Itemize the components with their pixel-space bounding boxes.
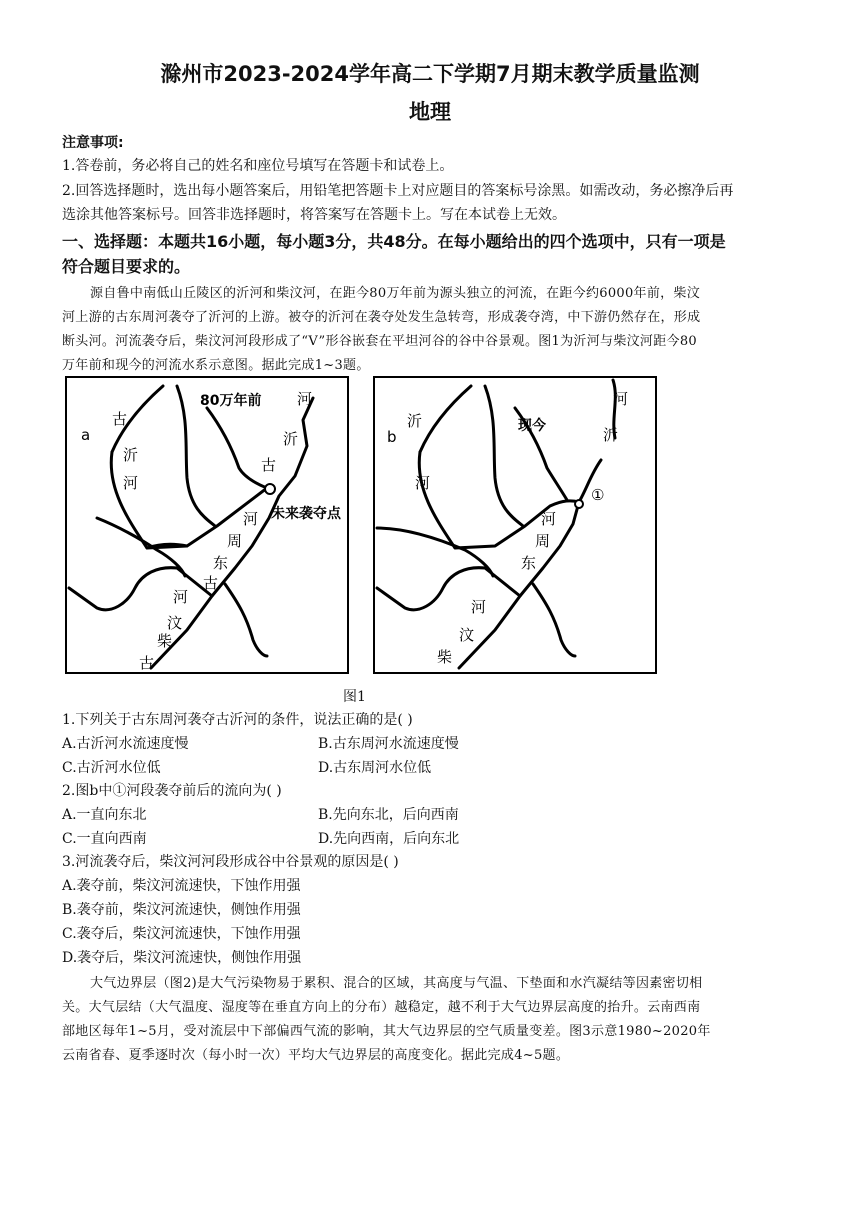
river-map-b xyxy=(373,376,657,674)
map-letter: b xyxy=(387,428,397,446)
passage-line: 源自鲁中南低山丘陵区的沂河和柴汶河，在距今80万年前为源头独立的河流，在距今约6000年前，柴汶 xyxy=(90,286,701,301)
river-char: 河 xyxy=(541,510,557,528)
river-char: 河 xyxy=(243,510,259,528)
passage-line: 大气边界层（图2)是大气污染物易于累积、混合的区域，其高度与气温、下垫面和水汽凝结等因素密切相 xyxy=(90,976,703,991)
passage-line: 部地区每年1~5月，受对流层中下部偏西气流的影响，其大气边界层的空气质量变差。图3示意1980~2020年 xyxy=(62,1024,711,1039)
river-char: 古 xyxy=(112,410,128,428)
river-char: 柴 xyxy=(157,632,173,650)
future-capture-label: 未来袭夺点 xyxy=(271,506,341,522)
option-c: C.袭夺后，柴汶河流速快，下蚀作用强 xyxy=(62,926,301,942)
passage-line: 断头河。河流袭夺后，柴汶河河段形成了“V”形谷嵌套在平坦河谷的谷中谷景观。图1为沂河与柴汶河距今80 xyxy=(62,334,697,349)
river-char: 河 xyxy=(415,474,431,492)
option-d: D.先向西南，后向东北 xyxy=(318,831,460,847)
river-char: 古 xyxy=(203,574,219,592)
option-b: B.袭夺前，柴汶河流速快，侧蚀作用强 xyxy=(62,902,301,918)
river-char: 古 xyxy=(139,654,155,672)
river-char: 河 xyxy=(123,474,139,492)
capture-point-marker xyxy=(265,484,275,494)
period-label: 80万年前 xyxy=(200,393,262,409)
map-letter: a xyxy=(81,426,91,444)
section-heading: 一、选择题：本题共16小题，每小题3分，共48分。在每小题给出的四个选项中，只有一项是 xyxy=(62,232,726,251)
question-stem: 1.下列关于古东周河袭夺古沂河的条件，说法正确的是( ) xyxy=(62,712,413,728)
notice-heading: 注意事项: xyxy=(62,135,124,151)
river-char: 沂 xyxy=(603,426,619,444)
river-map-a xyxy=(65,376,349,674)
river-char: 河 xyxy=(297,390,313,408)
subject-title: 地理 xyxy=(409,100,451,124)
river-char: 东 xyxy=(213,554,229,572)
river-char: 沂 xyxy=(123,446,139,464)
notice-item: 2.回答选择题时，选出每小题答案后，用铅笔把答题卡上对应题目的答案标号涂黑。如需改动，务必擦净后再 xyxy=(62,183,734,199)
river-char: 河 xyxy=(173,588,189,606)
passage-line: 云南省春、夏季逐时次（每小时一次）平均大气边界层的高度变化。据此完成4~5题。 xyxy=(62,1048,570,1063)
option-b: B.先向东北，后向西南 xyxy=(318,807,459,823)
option-c: C.一直向西南 xyxy=(62,831,147,847)
river-char: 古 xyxy=(261,456,277,474)
river-char: 沂 xyxy=(407,412,423,430)
notice-item: 1.答卷前，务必将自己的姓名和座位号填写在答题卡和试卷上。 xyxy=(62,158,454,174)
question-stem: 2.图b中①河段袭夺前后的流向为( ) xyxy=(62,783,282,799)
river-char: 汶 xyxy=(459,626,475,644)
river-char: 汶 xyxy=(167,614,183,632)
option-d: D.袭夺后，柴汶河流速快，侧蚀作用强 xyxy=(62,950,302,966)
passage-line: 关。大气层结（大气温度、湿度等在垂直方向上的分布）越稳定，越不利于大气边界层高度的抬升。云南西南 xyxy=(62,1000,701,1015)
river-char: 东 xyxy=(521,554,537,572)
river-char: 周 xyxy=(535,532,551,550)
marker-one: ① xyxy=(591,486,605,504)
river-char: 柴 xyxy=(437,648,453,666)
passage-line: 河上游的古东周河袭夺了沂河的上游。被夺的沂河在袭夺处发生急转弯，形成袭夺湾，中下游仍然存在，形成 xyxy=(62,310,701,325)
option-a: A.袭夺前，柴汶河流速快，下蚀作用强 xyxy=(62,878,301,894)
period-label: 现今 xyxy=(518,418,546,434)
figure-caption: 图1 xyxy=(343,689,366,705)
capture-point-marker xyxy=(575,500,583,508)
river-char: 河 xyxy=(613,390,629,408)
option-a: A.一直向东北 xyxy=(62,807,147,823)
river-char: 周 xyxy=(227,532,243,550)
section-heading-cont: 符合题目要求的。 xyxy=(62,257,191,276)
option-b: B.古东周河水流速度慢 xyxy=(318,736,459,752)
option-c: C.古沂河水位低 xyxy=(62,760,161,776)
option-a: A.古沂河水流速度慢 xyxy=(62,736,189,752)
option-d: D.古东周河水位低 xyxy=(318,760,432,776)
passage-line: 万年前和现今的河流水系示意图。据此完成1~3题。 xyxy=(62,358,370,373)
river-char: 沂 xyxy=(283,430,299,448)
river-char: 河 xyxy=(471,598,487,616)
question-stem: 3.河流袭夺后，柴汶河河段形成谷中谷景观的原因是( ) xyxy=(62,854,399,870)
notice-item: 选涂其他答案标号。回答非选择题时，将答案写在答题卡上。写在本试卷上无效。 xyxy=(62,207,566,223)
exam-title: 滁州市2023-2024学年高二下学期7月期末教学质量监测 xyxy=(160,62,700,86)
